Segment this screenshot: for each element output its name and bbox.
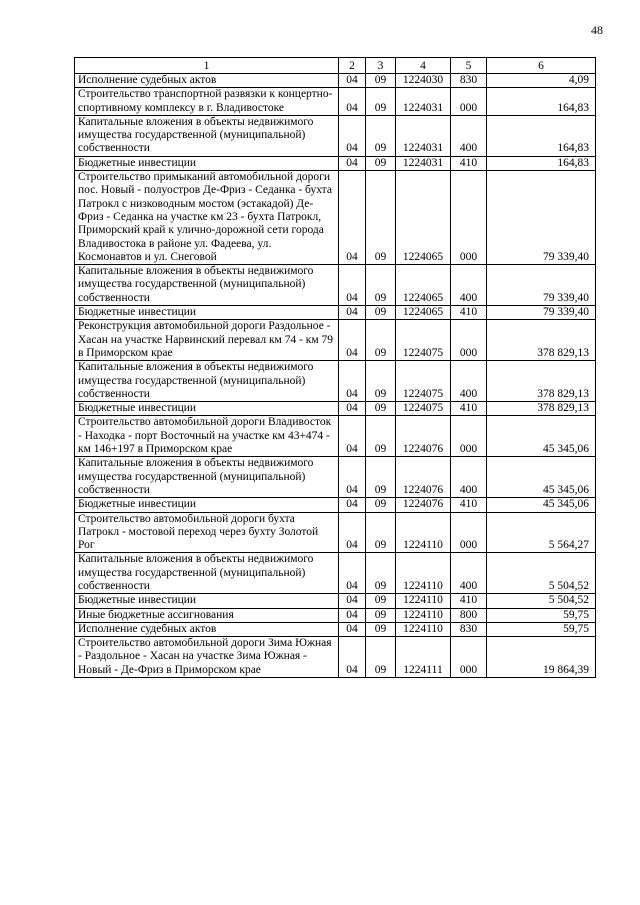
expense-type-code-cell: 000 [451,637,487,678]
item-name-cell: Иные бюджетные ассигнования [75,608,339,622]
table-row [75,553,596,594]
item-name-cell: Строительство автомобильной дороги Зима Южная - Раздольное - Хасан на участке Зима Южная - Новый - Де-Фриз в Приморском крае [75,637,339,678]
table-body [75,74,596,678]
column-header-3: 3 [366,58,396,74]
target-article-code-cell: 1224031 [396,115,451,156]
item-name-cell: Бюджетные инвестиции [75,498,339,512]
subsection-code-cell: 09 [366,320,396,361]
target-article-code-cell: 1224076 [396,498,451,512]
expense-type-code-cell: 000 [451,88,487,116]
amount-cell: 79 339,40 [487,265,596,306]
expense-type-code-cell: 000 [451,320,487,361]
table-header [75,58,596,74]
amount-cell: 164,83 [487,156,596,170]
target-article-code-cell: 1224065 [396,265,451,306]
target-article-code-cell: 1224110 [396,622,451,636]
item-name-cell: Капитальные вложения в объекты недвижимого имущества государственной (муниципальной) собственности [75,457,339,498]
expense-type-code-cell: 410 [451,498,487,512]
item-name-cell: Капитальные вложения в объекты недвижимого имущества государственной (муниципальной) собственности [75,553,339,594]
section-code-cell: 04 [339,156,366,170]
item-name-cell: Строительство примыканий автомобильной дороги пос. Новый - полуостров Де-Фриз - Седанка - бухта Патрокл с низководным мостом (эстакадой) Де-Фриз - Седанка на участке км 23 - бухта Патрокл, Приморский край к улично-дорожной сети города Владивостока в районе ул. Фадеева, ул. Космонавтов и ул. Снеговой [75,171,339,265]
amount-cell: 59,75 [487,622,596,636]
subsection-code-cell: 09 [366,171,396,265]
amount-cell: 164,83 [487,115,596,156]
table-row [75,88,596,116]
table-row [75,416,596,457]
item-name-cell: Строительство автомобильной дороги Владивосток - Находка - порт Восточный на участке км 43+474 - км 146+197 в Приморском крае [75,416,339,457]
amount-cell: 5 504,52 [487,553,596,594]
expense-type-code-cell: 400 [451,265,487,306]
amount-cell: 45 345,06 [487,457,596,498]
amount-cell: 378 829,13 [487,402,596,416]
target-article-code-cell: 1224031 [396,88,451,116]
amount-cell: 5 564,27 [487,512,596,553]
item-name-cell: Исполнение судебных актов [75,74,339,88]
section-code-cell: 04 [339,320,366,361]
table-row [75,320,596,361]
table-row [75,156,596,170]
item-name-cell: Бюджетные инвестиции [75,306,339,320]
expense-type-code-cell: 410 [451,306,487,320]
item-name-cell: Капитальные вложения в объекты недвижимого имущества государственной (муниципальной) собственности [75,361,339,402]
page-number: 48 [591,23,603,37]
column-header-4: 4 [396,58,451,74]
section-code-cell: 04 [339,265,366,306]
amount-cell: 45 345,06 [487,498,596,512]
amount-cell: 378 829,13 [487,320,596,361]
subsection-code-cell: 09 [366,265,396,306]
section-code-cell: 04 [339,306,366,320]
item-name-cell: Бюджетные инвестиции [75,156,339,170]
subsection-code-cell: 09 [366,88,396,116]
subsection-code-cell: 09 [366,512,396,553]
table-row [75,637,596,678]
section-code-cell: 04 [339,512,366,553]
subsection-code-cell: 09 [366,306,396,320]
target-article-code-cell: 1224075 [396,320,451,361]
amount-cell: 164,83 [487,88,596,116]
target-article-code-cell: 1224030 [396,74,451,88]
target-article-code-cell: 1224110 [396,553,451,594]
column-header-2: 2 [339,58,366,74]
subsection-code-cell: 09 [366,416,396,457]
table-row [75,171,596,265]
subsection-code-cell: 09 [366,637,396,678]
amount-cell: 79 339,40 [487,306,596,320]
expense-type-code-cell: 000 [451,512,487,553]
section-code-cell: 04 [339,637,366,678]
section-code-cell: 04 [339,402,366,416]
amount-cell: 45 345,06 [487,416,596,457]
target-article-code-cell: 1224076 [396,457,451,498]
section-code-cell: 04 [339,457,366,498]
subsection-code-cell: 09 [366,553,396,594]
expense-type-code-cell: 410 [451,594,487,608]
column-header-1: 1 [75,58,339,74]
expense-type-code-cell: 410 [451,156,487,170]
section-code-cell: 04 [339,361,366,402]
target-article-code-cell: 1224031 [396,156,451,170]
target-article-code-cell: 1224075 [396,402,451,416]
target-article-code-cell: 1224111 [396,637,451,678]
target-article-code-cell: 1224076 [396,416,451,457]
section-code-cell: 04 [339,171,366,265]
subsection-code-cell: 09 [366,622,396,636]
item-name-cell: Строительство транспортной развязки к концертно-спортивному комплексу в г. Владивостоке [75,88,339,116]
budget-table [74,57,596,678]
expense-type-code-cell: 830 [451,74,487,88]
target-article-code-cell: 1224075 [396,361,451,402]
table-row [75,306,596,320]
subsection-code-cell: 09 [366,156,396,170]
section-code-cell: 04 [339,594,366,608]
item-name-cell: Исполнение судебных актов [75,622,339,636]
table-row [75,115,596,156]
subsection-code-cell: 09 [366,402,396,416]
target-article-code-cell: 1224065 [396,306,451,320]
section-code-cell: 04 [339,608,366,622]
table-row [75,457,596,498]
subsection-code-cell: 09 [366,361,396,402]
expense-type-code-cell: 400 [451,361,487,402]
item-name-cell: Бюджетные инвестиции [75,402,339,416]
item-name-cell: Бюджетные инвестиции [75,594,339,608]
table-row [75,622,596,636]
table-row [75,594,596,608]
table-row [75,361,596,402]
expense-type-code-cell: 800 [451,608,487,622]
table-row [75,402,596,416]
expense-type-code-cell: 400 [451,553,487,594]
item-name-cell: Капитальные вложения в объекты недвижимого имущества государственной (муниципальной) собственности [75,265,339,306]
section-code-cell: 04 [339,622,366,636]
item-name-cell: Реконструкция автомобильной дороги Раздольное - Хасан на участке Нарвинский перевал км 74 - км 79 в Приморском крае [75,320,339,361]
section-code-cell: 04 [339,88,366,116]
amount-cell: 4,09 [487,74,596,88]
column-header-5: 5 [451,58,487,74]
expense-type-code-cell: 410 [451,402,487,416]
amount-cell: 59,75 [487,608,596,622]
section-code-cell: 04 [339,74,366,88]
target-article-code-cell: 1224110 [396,608,451,622]
expense-type-code-cell: 830 [451,622,487,636]
expense-type-code-cell: 400 [451,115,487,156]
expense-type-code-cell: 000 [451,416,487,457]
expense-type-code-cell: 000 [451,171,487,265]
subsection-code-cell: 09 [366,74,396,88]
table-row [75,512,596,553]
amount-cell: 5 504,52 [487,594,596,608]
section-code-cell: 04 [339,416,366,457]
amount-cell: 79 339,40 [487,171,596,265]
amount-cell: 378 829,13 [487,361,596,402]
subsection-code-cell: 09 [366,594,396,608]
column-header-6: 6 [487,58,596,74]
section-code-cell: 04 [339,498,366,512]
table-row [75,498,596,512]
target-article-code-cell: 1224110 [396,594,451,608]
subsection-code-cell: 09 [366,115,396,156]
item-name-cell: Капитальные вложения в объекты недвижимого имущества государственной (муниципальной) собственности [75,115,339,156]
subsection-code-cell: 09 [366,457,396,498]
table-row [75,608,596,622]
header-row [75,58,596,74]
item-name-cell: Строительство автомобильной дороги бухта Патрокл - мостовой переход через бухту Золотой Рог [75,512,339,553]
section-code-cell: 04 [339,553,366,594]
subsection-code-cell: 09 [366,498,396,512]
table-row [75,74,596,88]
target-article-code-cell: 1224110 [396,512,451,553]
expense-type-code-cell: 400 [451,457,487,498]
amount-cell: 19 864,39 [487,637,596,678]
table-row [75,265,596,306]
section-code-cell: 04 [339,115,366,156]
target-article-code-cell: 1224065 [396,171,451,265]
subsection-code-cell: 09 [366,608,396,622]
